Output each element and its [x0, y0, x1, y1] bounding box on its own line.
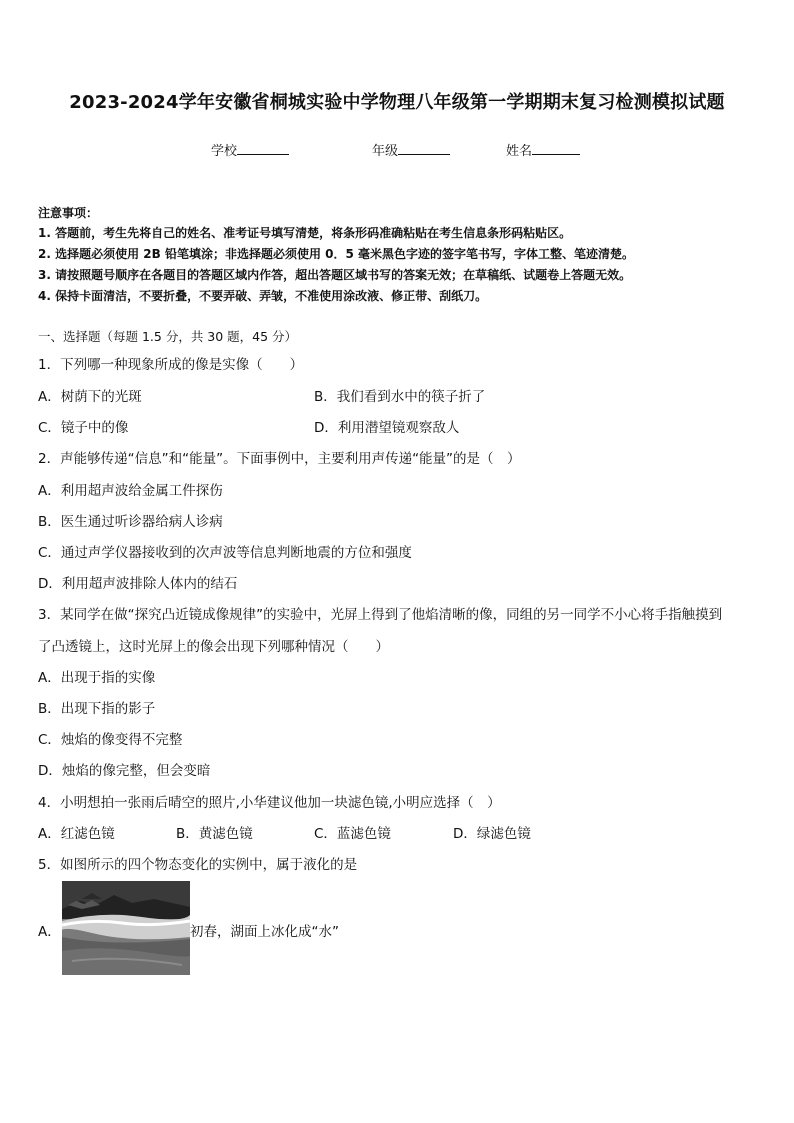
grade-blank	[398, 141, 450, 155]
question-4-option-b: B．黄滤色镜	[176, 826, 253, 842]
question-1-option-c: C．镜子中的像	[38, 420, 129, 436]
question-3-option-a: A．出现于指的实像	[38, 670, 156, 686]
question-1-option-b: B．我们看到水中的筷子折了	[314, 389, 486, 405]
note-item: 1. 答题前，考生先将自己的姓名、准考证号填写清楚，将条形码准确粘贴在考生信息条形码粘贴区。	[38, 226, 572, 240]
question-4-option-a: A．红滤色镜	[38, 826, 115, 842]
name-blank	[532, 141, 580, 155]
question-3-option-c: C．烛焰的像变得不完整	[38, 732, 183, 748]
page-title: 2023-2024学年安徽省桐城实验中学物理八年级第一学期期末复习检测模拟试题	[69, 92, 725, 113]
school-blank	[237, 141, 289, 155]
question-5-option-a-text: 初春，湖面上冰化成“水”	[190, 924, 339, 940]
name-label: 姓名	[506, 144, 533, 159]
question-2-stem: 2．声能够传递“信息”和“能量”。下面事例中，主要利用声传递“能量”的是（ ）	[38, 451, 521, 467]
question-4-stem: 4．小明想拍一张雨后晴空的照片,小华建议他加一块滤色镜,小明应选择（ ）	[38, 795, 501, 811]
section-heading: 一、选择题（每题 1.5 分，共 30 题，45 分）	[38, 329, 298, 344]
grade-field	[372, 140, 450, 159]
name-field	[506, 140, 580, 159]
question-5-option-a-label: A．	[38, 924, 61, 940]
grade-label: 年级	[372, 144, 399, 159]
note-item: 4. 保持卡面清洁，不要折叠，不要弄破、弄皱，不准使用涂改液、修正带、刮纸刀。	[38, 289, 488, 303]
question-2-option-c: C．通过声学仪器接收到的次声波等信息判断地震的方位和强度	[38, 545, 412, 561]
question-3-option-b: B．出现下指的影子	[38, 701, 156, 717]
note-item: 2. 选择题必须使用 2B 铅笔填涂；非选择题必须使用 0．5 毫米黑色字迹的签字笔书写，字体工整、笔迹清楚。	[38, 247, 634, 261]
question-4-option-d: D．绿滤色镜	[453, 826, 531, 842]
lake-photo	[62, 881, 190, 975]
question-3-stem: 3．某同学在做“探究凸近镜成像规律”的实验中，光屏上得到了他焰清晰的像，同组的另一同学不小心将手指触摸到	[38, 607, 723, 623]
question-5-stem: 5．如图所示的四个物态变化的实例中，属于液化的是	[38, 857, 358, 873]
note-item: 3. 请按照题号顺序在各题目的答题区域内作答，超出答题区域书写的答案无效；在草稿纸、试题卷上答题无效。	[38, 268, 632, 282]
notes-heading: 注意事项：	[38, 206, 99, 220]
question-2-option-a: A．利用超声波给金属工件探伤	[38, 483, 223, 499]
school-field	[211, 140, 289, 159]
question-4-option-c: C．蓝滤色镜	[314, 826, 391, 842]
question-1-option-d: D．利用潜望镜观察敌人	[314, 420, 460, 436]
question-1-stem: 1．下列哪一种现象所成的像是实像（ ）	[38, 357, 304, 373]
question-3-option-d: D．烛焰的像完整，但会变暗	[38, 763, 211, 779]
question-2-option-d: D．利用超声波排除人体内的结石	[38, 576, 238, 592]
question-2-option-b: B．医生通过听诊器给病人诊病	[38, 514, 223, 530]
school-label: 学校	[211, 144, 238, 159]
question-1-option-a: A．树荫下的光斑	[38, 389, 142, 405]
question-3-stem-cont: 了凸透镜上，这时光屏上的像会出现下列哪种情况（ ）	[38, 639, 389, 655]
